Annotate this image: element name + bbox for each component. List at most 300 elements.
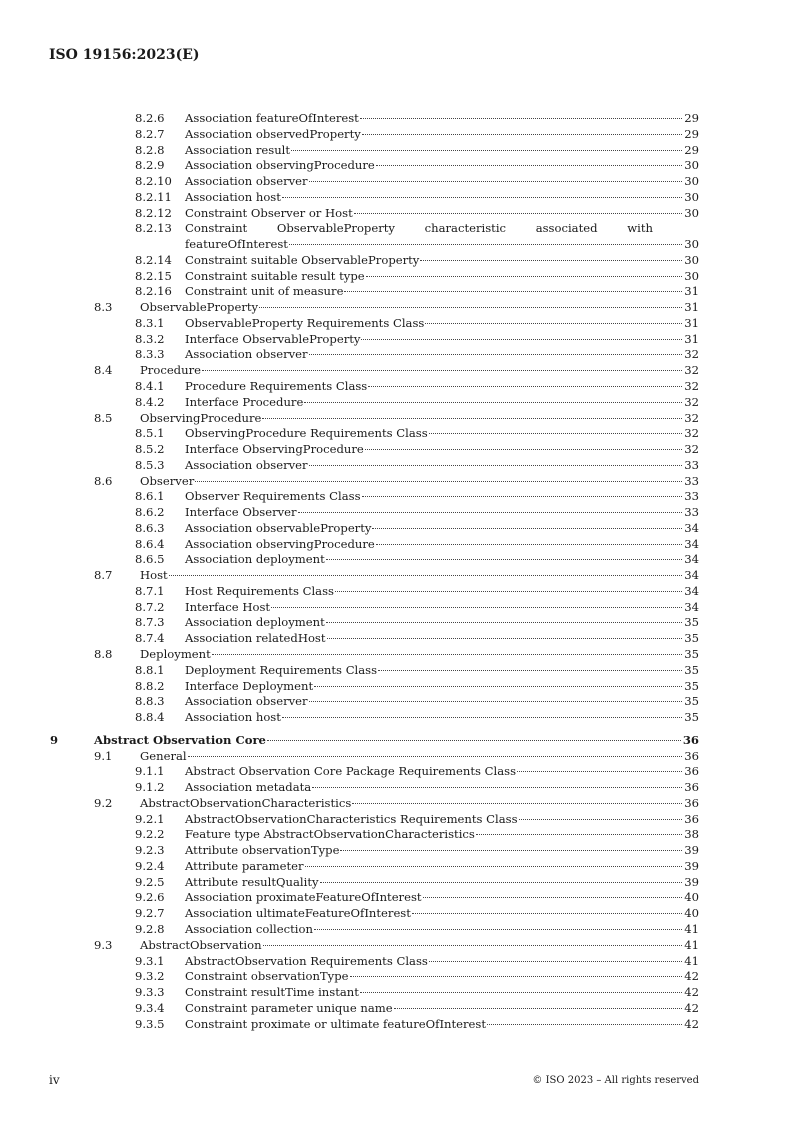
toc-entry-body [140, 749, 699, 765]
toc-entry-number: 9.2.5 [135, 874, 165, 889]
toc-entry-title: Association observedProperty [185, 126, 361, 141]
toc-entry-page: 34 [684, 536, 699, 551]
toc-entry-page: 38 [684, 827, 699, 842]
toc-entry-title: Association host [185, 189, 281, 204]
toc-entry-page: 33 [684, 489, 699, 504]
toc-entry-body [140, 568, 699, 584]
toc-entry[interactable] [0, 694, 793, 710]
toc-entry-page: 29 [684, 111, 699, 125]
toc-entry-number: 8.2.8 [135, 142, 165, 157]
toc-entry-page: 36 [684, 780, 699, 795]
toc-entry-body [185, 158, 699, 174]
toc-entry[interactable] [0, 843, 793, 859]
dot-leader [487, 1024, 682, 1025]
toc-entry-title: AbstractObservation [140, 937, 262, 952]
toc-entry-number: 8.5.3 [135, 457, 165, 472]
toc-entry-body [185, 954, 699, 970]
dot-leader [314, 929, 682, 930]
toc-entry-number: 9.2.3 [135, 843, 165, 858]
toc-entry-number: 9.2.6 [135, 890, 165, 905]
toc-entry-body [185, 694, 699, 710]
toc-entry-body [140, 363, 699, 379]
toc-entry-number: 8.5.1 [135, 426, 165, 441]
toc-entry[interactable] [0, 474, 793, 490]
dot-leader [309, 465, 683, 466]
toc-entry-page: 35 [684, 662, 699, 677]
toc-entry-number: 8.8.2 [135, 678, 165, 693]
toc-entry[interactable] [0, 253, 793, 269]
toc-entry[interactable] [0, 158, 793, 174]
toc-entry-page: 36 [684, 748, 699, 763]
dot-leader [282, 197, 682, 198]
toc-entry-title: ObservableProperty [140, 300, 259, 315]
toc-entry-page: 35 [684, 710, 699, 725]
toc-entry-title: Association relatedHost [185, 631, 326, 646]
toc-entry-title: Association result [185, 142, 291, 157]
toc-entry-page: 40 [684, 906, 699, 921]
dot-leader [309, 354, 683, 355]
toc-entry-body [185, 489, 699, 505]
copyright-notice: © ISO 2023 – All rights reserved [532, 1075, 699, 1086]
toc-entry-number: 9.3.1 [135, 953, 165, 968]
toc-entry-page: 35 [684, 647, 699, 661]
toc-entry-number: 8.8.1 [135, 662, 165, 677]
toc-entry-title: Interface Deployment [185, 678, 314, 693]
toc-entry-page: 33 [684, 505, 699, 520]
toc-entry-number: 8.2.10 [135, 174, 172, 189]
toc-entry[interactable] [0, 269, 793, 285]
toc-entry-number: 8.8 [94, 647, 113, 661]
toc-entry-number: 9.2 [94, 795, 113, 810]
toc-entry-title: Constraint resultTime instant [185, 985, 359, 1000]
toc-entry-title: Attribute resultQuality [185, 874, 319, 889]
toc-entry-page: 35 [684, 694, 699, 709]
dot-leader [365, 449, 682, 450]
dot-leader [362, 496, 683, 497]
toc-entry-page: 42 [684, 985, 699, 1000]
toc-entry-title: Constraint parameter unique name [185, 1000, 393, 1015]
toc-entry[interactable] [0, 300, 793, 316]
toc-entry-title: Deployment [140, 647, 211, 661]
toc-entry-title: Association featureOfInterest [185, 111, 359, 125]
toc-entry[interactable] [0, 489, 793, 505]
toc-entry[interactable] [0, 284, 793, 300]
toc-entry-number: 9.3 [94, 937, 113, 952]
toc-entry-title: Constraint Observer or Host [185, 205, 353, 220]
toc-entry-page: 32 [684, 394, 699, 409]
toc-entry-body [185, 379, 699, 395]
toc-entry-number: 8.2.14 [135, 252, 172, 267]
toc-entry-title: Constraint observationType [185, 969, 349, 984]
toc-entry-number: 9.1 [94, 748, 113, 763]
toc-entry-body [185, 710, 699, 726]
toc-entry-number: 8.6.3 [135, 520, 165, 535]
toc-entry-page: 30 [684, 174, 699, 189]
toc-entry[interactable] [0, 875, 793, 891]
toc-entry[interactable] [0, 458, 793, 474]
toc-entry[interactable] [0, 316, 793, 332]
dot-leader [378, 670, 682, 671]
toc-entry-title: Constraint suitable result type [185, 268, 365, 283]
toc-entry-title: Constraint proximate or ultimate featureOfInterest [185, 1016, 487, 1031]
toc-entry-body [185, 190, 699, 206]
toc-entry-number: 8.6.4 [135, 536, 165, 551]
toc-entry-body [185, 780, 699, 796]
dot-leader [420, 260, 682, 261]
toc-entry-page: 29 [684, 126, 699, 141]
page-number: iv [49, 1073, 60, 1087]
toc-entry-title: Association metadata [185, 780, 312, 795]
dot-leader [519, 819, 683, 820]
toc-entry[interactable] [0, 827, 793, 843]
toc-entry[interactable] [0, 938, 793, 954]
dot-leader [350, 976, 683, 977]
toc-entry-body [185, 843, 699, 859]
toc-entry-number: 8.6.5 [135, 552, 165, 567]
toc-entry[interactable] [0, 332, 793, 348]
toc-entry-title: Association observingProcedure [185, 536, 375, 551]
toc-entry-number: 9.2.7 [135, 906, 165, 921]
dot-leader [360, 118, 682, 119]
toc-entry-page: 31 [684, 331, 699, 346]
dot-leader [361, 339, 682, 340]
toc-entry-body [140, 938, 699, 954]
toc-entry-body [185, 143, 699, 159]
dot-leader [305, 866, 683, 867]
toc-entry-number: 8.3.2 [135, 331, 165, 346]
toc-entry-page: 39 [684, 843, 699, 858]
toc-entry-title: Interface ObservableProperty [185, 331, 361, 346]
toc-entry-title: Observer Requirements Class [185, 489, 361, 504]
toc-entry-title: Association deployment [185, 615, 325, 630]
dot-leader [423, 897, 683, 898]
toc-entry-number: 8.2.9 [135, 158, 165, 173]
dot-leader [354, 213, 683, 214]
dot-leader [195, 481, 682, 482]
toc-entry-body [185, 764, 699, 780]
toc-entry-body [185, 111, 699, 127]
toc-entry-page: 31 [684, 315, 699, 330]
toc-entry-number: 8.2.15 [135, 268, 172, 283]
toc-entry-page: 34 [684, 568, 699, 583]
toc-entry-page: 34 [684, 583, 699, 598]
toc-entry-title: AbstractObservation Requirements Class [185, 953, 428, 968]
dot-leader [282, 717, 682, 718]
toc-entry-number: 9.3.3 [135, 985, 165, 1000]
toc-entry[interactable] [0, 969, 793, 985]
toc-entry-title: Association observer [185, 457, 308, 472]
toc-entry-number: 9.1.1 [135, 764, 165, 779]
toc-entry-page: 42 [684, 1016, 699, 1031]
toc-entry-page: 35 [684, 678, 699, 693]
toc-entry-number: 8.7.2 [135, 599, 165, 614]
toc-entry-page: 40 [684, 890, 699, 905]
toc-entry-number: 8.4.2 [135, 394, 165, 409]
toc-entry-page: 30 [684, 158, 699, 173]
toc-entry-page: 36 [684, 795, 699, 810]
toc-entry-page: 34 [684, 599, 699, 614]
toc-entry-body [185, 332, 699, 348]
toc-entry-title: Association observer [185, 694, 308, 709]
toc-entry-title: Constraint suitable ObservableProperty [185, 252, 420, 267]
toc-entry-body [185, 426, 699, 442]
toc-entry-page: 39 [684, 858, 699, 873]
toc-entry[interactable] [0, 395, 793, 411]
toc-entry-page: 41 [684, 922, 699, 937]
toc-entry-body [185, 615, 699, 631]
toc-entry-page: 32 [684, 347, 699, 362]
toc-entry[interactable] [0, 379, 793, 395]
toc-entry[interactable] [0, 647, 793, 663]
toc-entry-number: 9 [50, 732, 59, 747]
toc-entry-body [185, 206, 699, 222]
toc-entry[interactable] [0, 127, 793, 143]
toc-entry[interactable] [0, 1001, 793, 1017]
toc-entry-number: 8.5 [94, 410, 113, 425]
toc-entry-page: 33 [684, 457, 699, 472]
toc-entry-number: 9.2.4 [135, 858, 165, 873]
toc-entry-page: 41 [684, 953, 699, 968]
toc-entry-body [185, 859, 699, 875]
toc-entry-body [185, 969, 699, 985]
dot-leader [327, 638, 683, 639]
toc-entry-title: Interface Procedure [185, 394, 304, 409]
toc-entry[interactable] [0, 174, 793, 190]
toc-entry-title: Association observer [185, 347, 308, 362]
toc-entry-number: 8.5.2 [135, 442, 165, 457]
toc-entry-body [185, 827, 699, 843]
toc-entry-title: Interface Host [185, 599, 271, 614]
document-header: ISO 19156:2023(E) [49, 47, 200, 63]
dot-leader [376, 544, 682, 545]
toc-entry-number: 9.1.2 [135, 780, 165, 795]
toc-entry-body [185, 552, 699, 568]
toc-entry[interactable] [0, 206, 793, 222]
toc-entry-body [185, 505, 699, 521]
dot-leader [362, 134, 682, 135]
toc-entry-body [185, 584, 699, 600]
toc-entry-body [94, 733, 699, 749]
dot-leader [372, 528, 682, 529]
dot-leader [360, 992, 682, 993]
toc-entry-title: AbstractObservationCharacteristics [140, 795, 352, 810]
toc-entry-title: Observer [140, 473, 195, 488]
toc-entry-body [185, 875, 699, 891]
toc-entry-page: 35 [684, 631, 699, 646]
toc-entry-number: 8.4.1 [135, 378, 165, 393]
toc-entry-title: Association host [185, 710, 281, 725]
toc-entry-title: Abstract Observation Core [94, 732, 266, 747]
toc-entry-page: 30 [684, 268, 699, 283]
toc-entry-body [185, 284, 699, 300]
toc-entry[interactable] [0, 710, 793, 726]
toc-entry[interactable] [0, 890, 793, 906]
toc-entry-page: 42 [684, 969, 699, 984]
dot-leader [335, 591, 682, 592]
toc-entry-title: Abstract Observation Core Package Requirements Class [185, 764, 517, 779]
toc-entry-body [185, 922, 699, 938]
toc-entry-page: 32 [684, 378, 699, 393]
toc-entry[interactable] [0, 568, 793, 584]
toc-entry[interactable] [0, 922, 793, 938]
dot-leader [340, 850, 682, 851]
toc-entry[interactable] [0, 780, 793, 796]
toc-entry-body [185, 1017, 699, 1033]
toc-entry-body [185, 537, 699, 553]
toc-entry-title: General [140, 748, 187, 763]
toc-entry[interactable] [0, 1017, 793, 1033]
dot-leader [271, 607, 682, 608]
toc-entry-number: 9.2.1 [135, 811, 165, 826]
toc-entry-page: 31 [684, 300, 699, 315]
dot-leader [298, 512, 683, 513]
toc-entry-number: 8.2.13 [135, 221, 172, 236]
toc-entry[interactable] [0, 363, 793, 379]
dot-leader [312, 787, 682, 788]
toc-entry[interactable] [0, 221, 793, 253]
toc-entry[interactable] [0, 584, 793, 600]
dot-leader [169, 575, 683, 576]
toc-entry[interactable] [0, 111, 793, 127]
toc-entry[interactable] [0, 631, 793, 647]
toc-entry-body [185, 663, 699, 679]
toc-entry-page: 30 [684, 205, 699, 220]
toc-entry[interactable] [0, 411, 793, 427]
toc-entry-page: 32 [684, 426, 699, 441]
dot-leader [344, 291, 682, 292]
toc-entry-body [185, 316, 699, 332]
toc-entry-title: Association observer [185, 174, 308, 189]
toc-entry-body [185, 890, 699, 906]
toc-entry[interactable] [0, 663, 793, 679]
toc-entry[interactable] [0, 954, 793, 970]
toc-entry-title: Association observableProperty [185, 520, 372, 535]
toc-entry-body [185, 458, 699, 474]
toc-entry[interactable] [0, 733, 793, 749]
dot-leader [320, 882, 683, 883]
toc-entry-title: Association observingProcedure [185, 158, 375, 173]
toc-entry-body [140, 796, 699, 812]
toc-entry-title: Deployment Requirements Class [185, 662, 378, 677]
toc-entry-title: Association deployment [185, 552, 325, 567]
dot-leader [425, 323, 682, 324]
dot-leader [352, 803, 682, 804]
toc-entry-body [185, 269, 699, 285]
toc-entry-title: Association ultimateFeatureOfInterest [185, 906, 411, 921]
toc-entry[interactable] [0, 796, 793, 812]
toc-entry-title: Interface Observer [185, 505, 297, 520]
toc-entry[interactable] [0, 505, 793, 521]
toc-entry-body [185, 127, 699, 143]
toc-entry-page: 32 [684, 410, 699, 425]
toc-entry-body [185, 631, 699, 647]
toc-entry[interactable] [0, 347, 793, 363]
toc-entry[interactable] [0, 552, 793, 568]
toc-entry[interactable] [0, 859, 793, 875]
toc-entry-number: 9.2.8 [135, 922, 165, 937]
dot-leader [309, 181, 683, 182]
toc-entry-body [140, 647, 699, 663]
toc-entry-body [185, 347, 699, 363]
dot-leader [188, 756, 683, 757]
toc-entry-title: Attribute parameter [185, 858, 304, 873]
toc-entry-number: 8.2.16 [135, 284, 172, 299]
toc-entry-title: Host Requirements Class [185, 583, 334, 598]
dot-leader [259, 307, 682, 308]
toc-entry-page: 41 [684, 937, 699, 952]
toc-entry[interactable] [0, 426, 793, 442]
toc-entry-title: Attribute observationType [185, 843, 340, 858]
dot-leader [517, 771, 682, 772]
toc-entry-number: 8.2.12 [135, 205, 172, 220]
dot-leader [263, 945, 683, 946]
toc-entry[interactable] [0, 985, 793, 1001]
toc-entry-page: 36 [684, 811, 699, 826]
toc-entry-number: 8.8.4 [135, 710, 165, 725]
dot-leader [429, 433, 683, 434]
dot-leader [289, 244, 682, 245]
dot-leader [314, 686, 682, 687]
toc-entry[interactable] [0, 906, 793, 922]
dot-leader [394, 1008, 683, 1009]
toc-entry-number: 8.2.7 [135, 126, 165, 141]
toc-entry-number: 8.7 [94, 568, 113, 583]
dot-leader [262, 418, 682, 419]
toc-entry-body [185, 985, 699, 1001]
toc-entry-page: 32 [684, 442, 699, 457]
toc-entry-number: 8.6 [94, 473, 113, 488]
toc-entry-page: 32 [684, 363, 699, 378]
toc-entry-page: 34 [684, 552, 699, 567]
dot-leader [412, 913, 682, 914]
toc-entry-page: 31 [684, 284, 699, 299]
toc-entry-title: ObservableProperty Requirements Class [185, 315, 425, 330]
toc-entry[interactable] [0, 679, 793, 695]
toc-entry-title: Constraint ObservableProperty characteristic associated with [185, 221, 653, 236]
toc-entry-number: 8.2.6 [135, 111, 165, 125]
toc-entry-page: 30 [684, 189, 699, 204]
toc-entry-body: Constraint ObservableProperty characteristic associated with featureOfInterest 30 [185, 221, 699, 252]
toc-entry-body [185, 521, 699, 537]
dot-leader [368, 386, 682, 387]
toc-entry-number: 8.8.3 [135, 694, 165, 709]
toc-entry-title: Association collection [185, 922, 313, 937]
toc-entry[interactable] [0, 764, 793, 780]
toc-entry[interactable] [0, 190, 793, 206]
dot-leader [291, 150, 682, 151]
toc-entry[interactable] [0, 600, 793, 616]
toc-entry-number: 8.7.1 [135, 583, 165, 598]
section-gap [0, 726, 793, 733]
toc-entry-title: Procedure Requirements Class [185, 378, 368, 393]
toc-entry[interactable] [0, 442, 793, 458]
toc-entry[interactable] [0, 537, 793, 553]
toc-entry[interactable] [0, 812, 793, 828]
dot-leader [267, 740, 681, 741]
dot-leader [429, 961, 682, 962]
toc-entry[interactable] [0, 521, 793, 537]
toc-entry-number: 8.2.11 [135, 189, 172, 204]
toc-entry-page: 35 [684, 615, 699, 630]
toc-entry[interactable] [0, 749, 793, 765]
dot-leader [304, 402, 682, 403]
toc-entry[interactable] [0, 143, 793, 159]
toc-entry[interactable] [0, 615, 793, 631]
toc-entry-title: AbstractObservationCharacteristics Requirements Class [185, 811, 518, 826]
toc-entry-number: 8.6.2 [135, 505, 165, 520]
dot-leader [326, 622, 682, 623]
toc-entry-title: ObservingProcedure [140, 410, 262, 425]
